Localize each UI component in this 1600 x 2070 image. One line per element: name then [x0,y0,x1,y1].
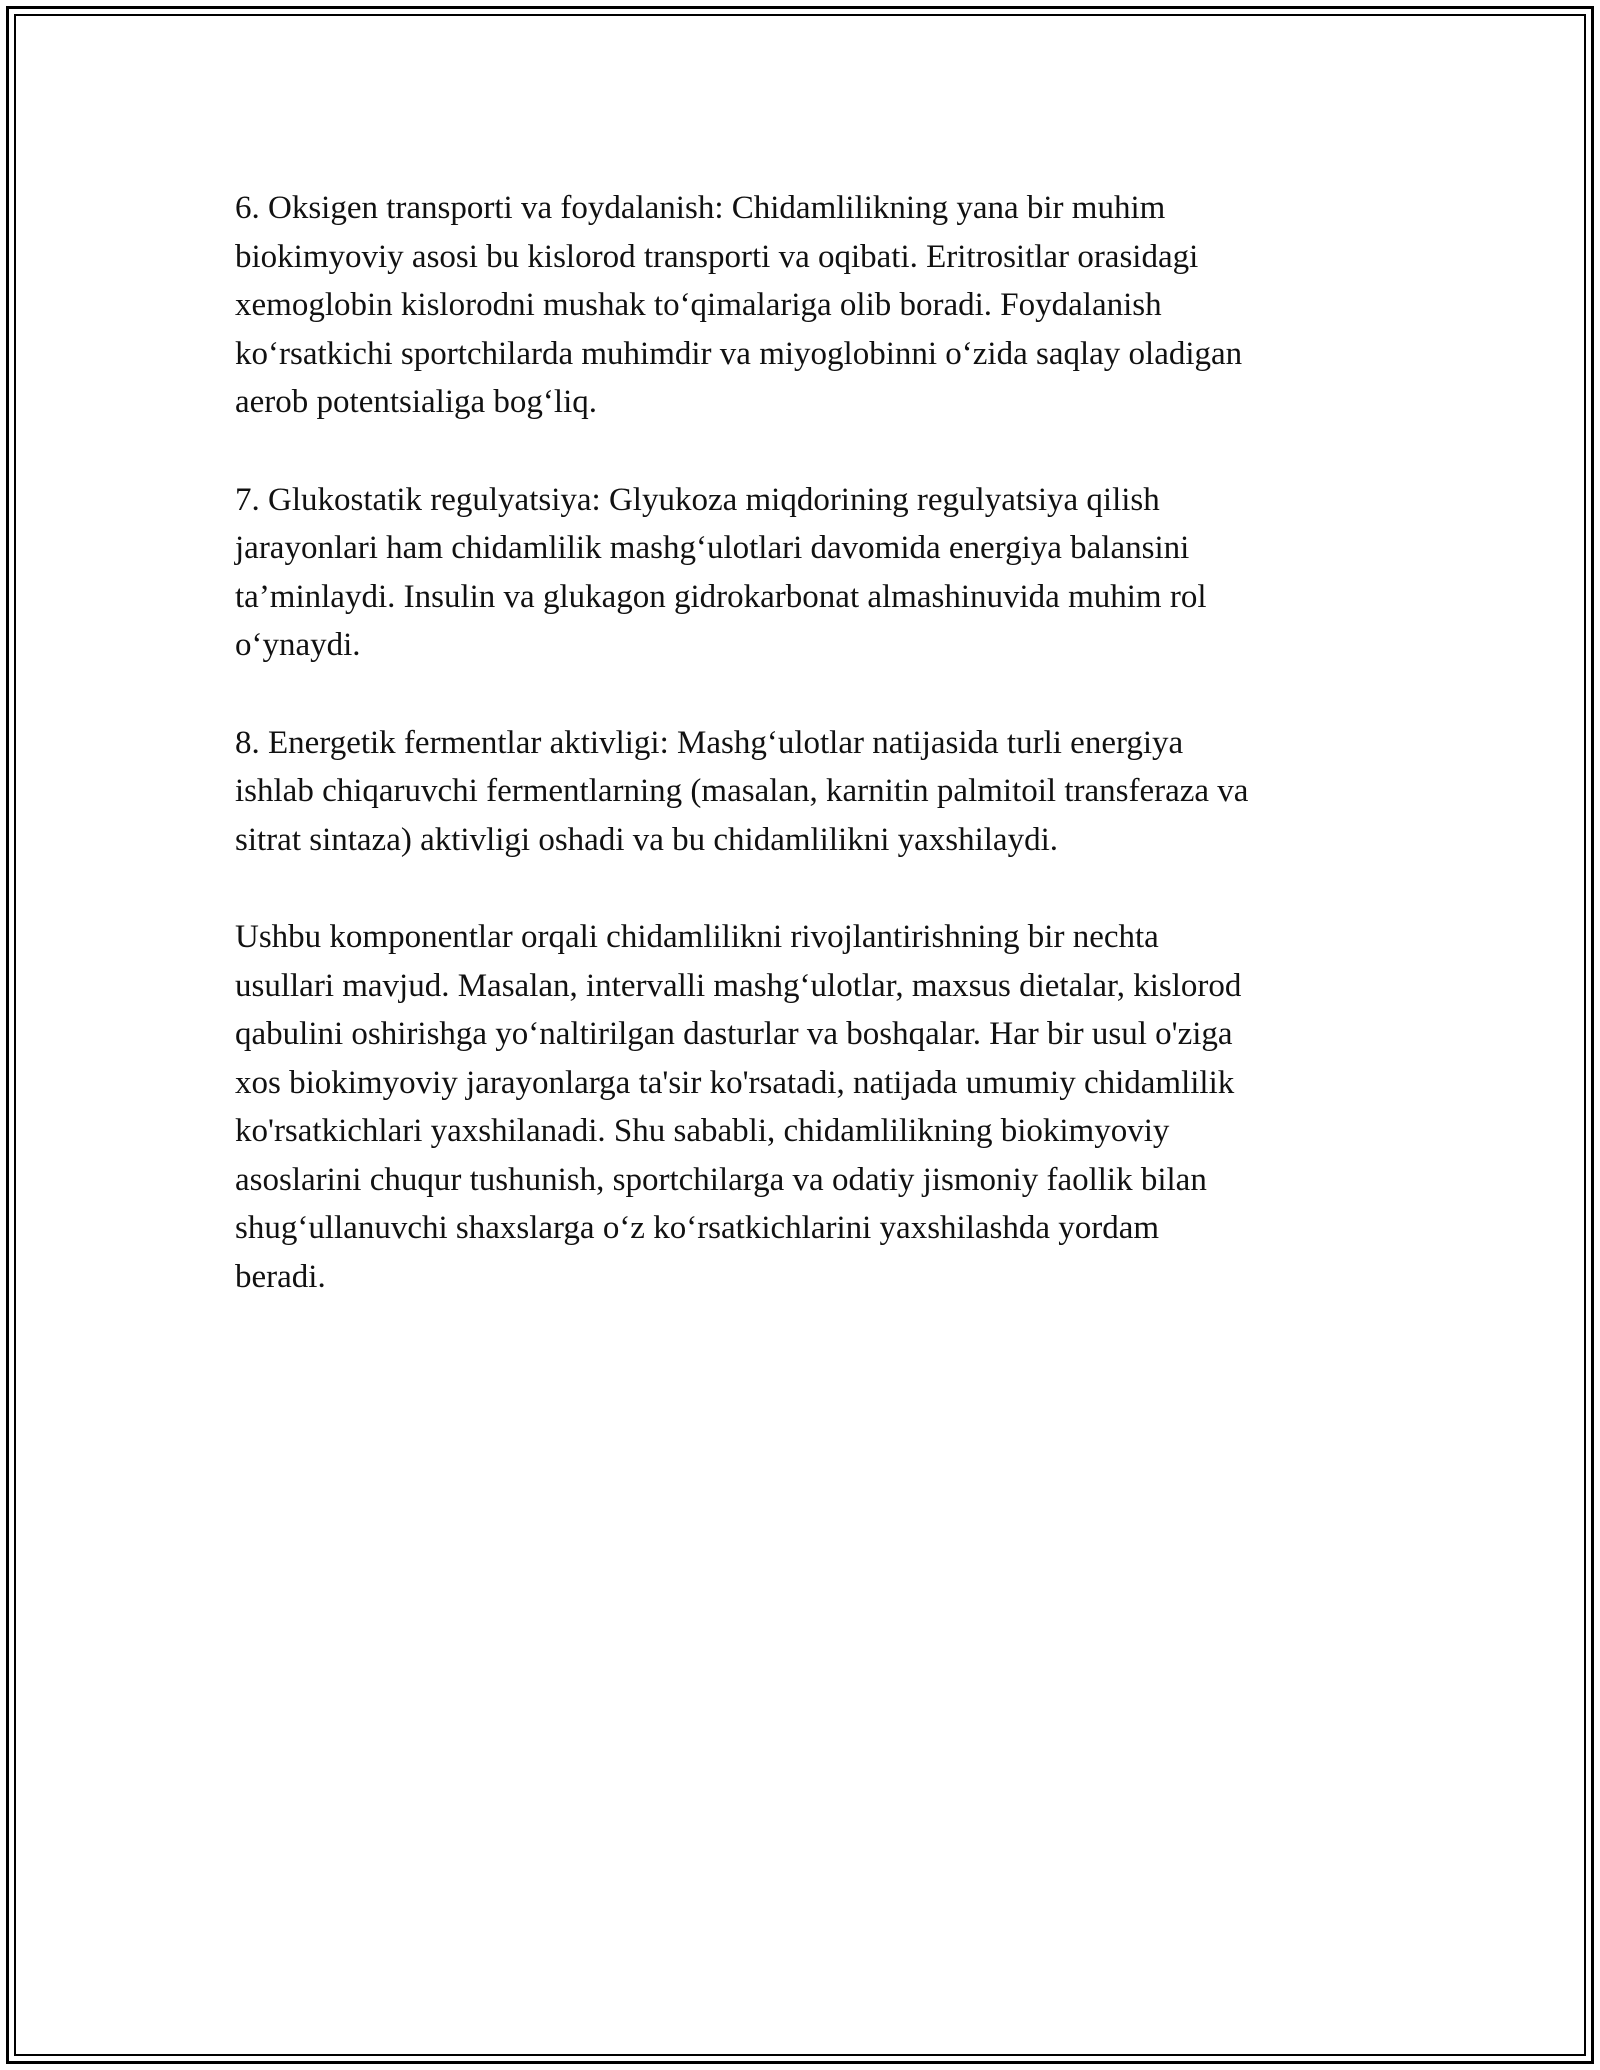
paragraph-glucostatic-regulation: 7. Glukostatik regulyatsiya: Glyukoza miqdorining regulyatsiya qilish jarayonlari ham chidamlilik mashg‘ulotlari davomida energiya balansini ta’minlaydi. Insulin va glukagon gidrokarbonat almashinuvida muhim rol o‘ynaydi. [235,481,1207,664]
paragraph-oxygen-transport: 6. Oksigen transporti va foydalanish: Chidamlilikning yana bir muhim biokimyoviy asosi bu kislorod transporti va oqibati. Eritrositlar orasidagi xemoglobin kislorodni mushak to‘qimalariga olib boradi. Foydalanish ko‘rsatkichi sportchilarda muhimdir va miyoglobinni o‘zida saqlay oladigan aerob potentsialiga bog‘liq. [235,190,1243,421]
document-body [235,184,1385,1350]
paragraph-enzyme-activity: 8. Energetik fermentlar aktivligi: Mashg‘ulotlar natijasida turli energiya ishlab chiqaruvchi fermentlarning (masalan, karnitin palmitoil transferaza va sitrat sintaza) aktivligi oshadi va bu chidamlilikni yaxshilaydi. [235,724,1249,858]
paragraph-summary: Ushbu komponentlar orqali chidamlilikni rivojlantirishning bir nechta usullari mavjud. Masalan, intervalli mashg‘ulotlar, maxsus dietalar, kislorod qabulini oshirishga yo‘naltirilgan dasturlar va boshqalar. Har bir usul o'ziga xos biokimyoviy jarayonlarga ta'sir ko'rsatadi, natijada umumiy chidamlilik ko'rsatkichlari yaxshilanadi. Shu sababli, chidamlilikning biokimyoviy asoslarini chuqur tushunish, sportchilarga va odatiy jismoniy faollik bilan shug‘ullanuvchi shaxslarga o‘z ko‘rsatkichlarini yaxshilashda yordam beradi. [235,918,1242,1296]
